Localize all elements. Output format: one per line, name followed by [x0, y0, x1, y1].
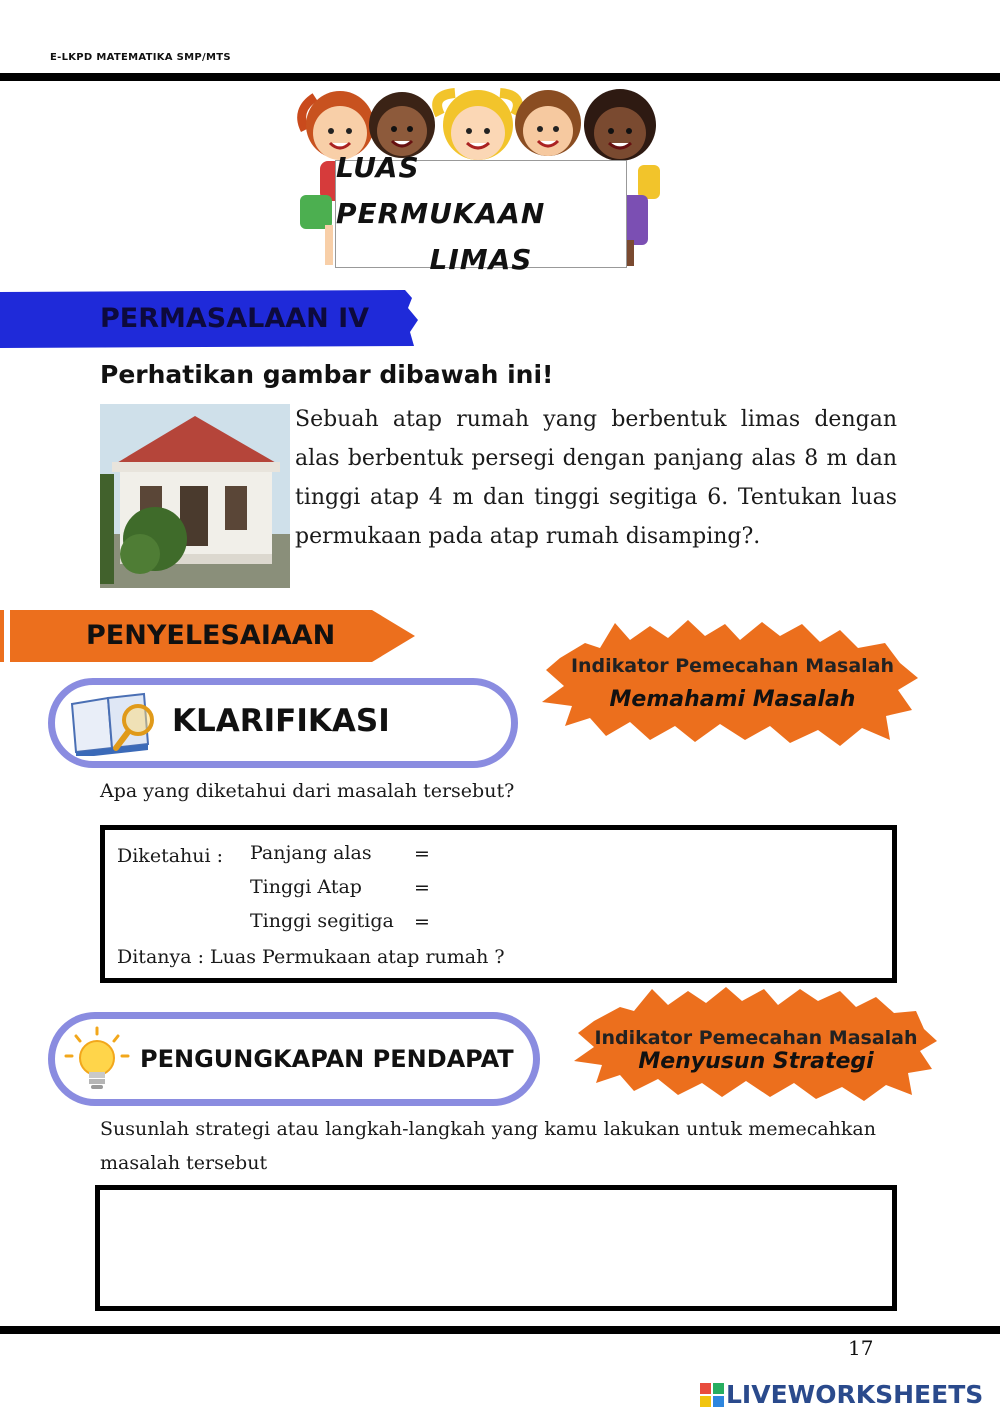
klarifikasi-question: Apa yang diketahui dari masalah tersebut? — [100, 780, 515, 802]
bottom-rule — [0, 1326, 1000, 1334]
problem-heading: PERMASALAAN IV — [100, 303, 370, 334]
known-item-label: Tinggi segitiga — [250, 910, 394, 932]
instruction-text: Perhatikan gambar dibawah ini! — [100, 360, 554, 389]
indicator-2-sub: Menyusun Strategi — [638, 1049, 874, 1074]
indicator-2-label: Indikator Pemecahan Masalah — [594, 1027, 918, 1049]
book-icon — [68, 690, 160, 756]
page-number: 17 — [848, 1336, 874, 1360]
strategy-answer-box[interactable] — [95, 1185, 897, 1311]
known-item-eq: = — [414, 877, 430, 899]
title-line-1: LUAS PERMUKAAN — [336, 151, 546, 230]
known-item-label: Panjang alas — [250, 842, 372, 864]
pendapat-question: Susunlah strategi atau langkah-langkah yang kamu lakukan untuk memecahkan masalah tersebut — [100, 1118, 876, 1174]
known-item-label: Tinggi Atap — [250, 876, 362, 898]
brand-text: LIVEWORKSHEETS — [726, 1380, 984, 1409]
known-item-eq: = — [414, 843, 430, 865]
house-illustration — [100, 404, 290, 588]
asked-text: Ditanya : Luas Permukaan atap rumah ? — [117, 946, 505, 968]
liveworksheets-brand[interactable] — [700, 1380, 983, 1409]
indicator-1-sub: Memahami Masalah — [609, 687, 856, 712]
title-line-2: LIMAS — [429, 243, 533, 276]
known-label: Diketahui : — [117, 845, 224, 867]
indicator-splash-1 — [540, 618, 920, 748]
top-rule — [0, 73, 1000, 81]
indicator-1-label: Indikator Pemecahan Masalah — [570, 655, 895, 677]
title-banner — [335, 151, 627, 276]
house-photo — [100, 404, 290, 588]
solution-heading: PENYELESAIAAN — [86, 620, 336, 651]
problem-text: Sebuah atap rumah yang berbentuk limas dengan alas berbentuk persegi dengan panjang alas 8 m dan tinggi atap 4 m dan tinggi segitiga 6. Tentukan luas permukaan pada atap rumah disamping?. — [295, 407, 897, 549]
lightbulb-icon — [62, 1024, 132, 1094]
pendapat-title: PENGUNGKAPAN PENDAPAT — [140, 1045, 514, 1073]
header-label: E-LKPD MATEMATIKA SMP/MTS — [50, 52, 231, 63]
klarifikasi-title: KLARIFIKASI — [172, 703, 390, 739]
known-item-eq: = — [414, 911, 430, 933]
liveworksheets-logo-icon — [700, 1383, 724, 1407]
